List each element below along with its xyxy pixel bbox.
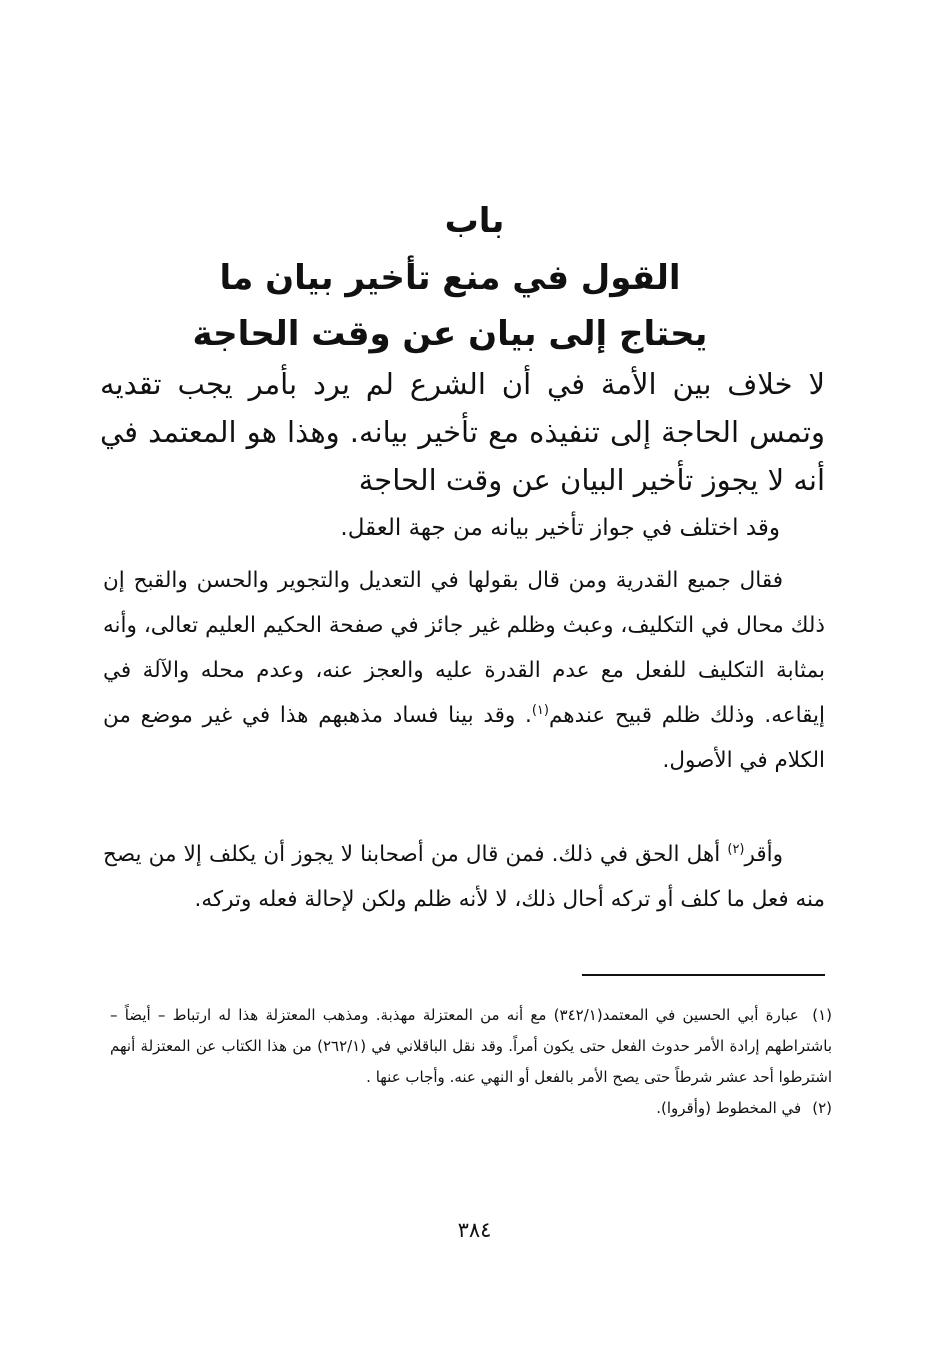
chapter-title: القول في منع تأخير بيان ما يحتاج إلى بيان عن وقت الحاجة (192, 258, 708, 354)
footnote-2 (110, 1093, 832, 1124)
footnote-2-mark: (٢) (812, 1099, 832, 1117)
footnote-1-mark: (١) (812, 1006, 833, 1024)
chapter-label: باب (444, 201, 505, 241)
footnote-1-text: عبارة أبي الحسين في المعتمد(٣٤٢/١) مع أنه من المعتزلة مهذبة. ومذهب المعتزلة هذا له ارتباط – أيضاً – باشتراطهم إرادة الأمر حدوث الفعل حتى يكون أمراً. وقد نقل الباقلاني في (٢٦٢/١) من هذا الكتاب عن المعتزلة أنهم اشترطوا أحد عشر شرطاً حتى يصح الأمر بالفعل أو النهي عنه. وأجاب عنها . (110, 1006, 832, 1086)
footnote-1 (110, 1000, 832, 1093)
footnotes (110, 1000, 832, 1124)
paragraph-3-text-a: فقال جميع القدرية ومن قال بقولها في التعديل والتجوير والحسن والقبح إن ذلك محال في التكليف، وعبث وظلم غير جائز في صفحة الحكيم العليم تعالى، وأنه بمثابة التكليف للفعل مع عدم القدرة عليه والعجز عنه، وعدم محله والآلة في إيقاعه. وذلك ظلم قبيح عندهم (103, 568, 825, 728)
footnote-divider (582, 974, 825, 976)
footnote-ref-1[interactable]: (١) (531, 702, 549, 718)
footnote-ref-2[interactable]: (٢) (727, 841, 745, 857)
page-number: ٣٨٤ (457, 1218, 492, 1242)
footnote-2-text: في المخطوط (وأقروا). (656, 1099, 802, 1117)
paragraph-4-text-b: أهل الحق في ذلك. فمن قال من أصحابنا لا يجوز أن يكلف إلا من يصح منه فعل ما كلف أو تركه أحال ذلك، لا لأنه ظلم ولكن لإحالة فعله وتركه. (103, 842, 825, 912)
paragraph-2: وقد اختلف في جواز تأخير بيانه من جهة العقل. (340, 515, 780, 541)
paragraph-3 (103, 558, 825, 783)
paragraph-1: لا خلاف بين الأمة في أن الشرع لم يرد بأمر يجب تقديه وتمس الحاجة إلى تنفيذه مع تأخير بيانه. وهذا هو المعتمد في أنه لا يجوز تأخير البيان عن وقت الحاجة (100, 367, 825, 497)
paragraph-4 (103, 832, 825, 922)
paragraph-3-text-b: . وقد بينا فساد مذهبهم هذا في غير موضع من الكلام في الأصول. (103, 703, 825, 773)
paragraph-4-text-a: وأقر (744, 842, 783, 867)
